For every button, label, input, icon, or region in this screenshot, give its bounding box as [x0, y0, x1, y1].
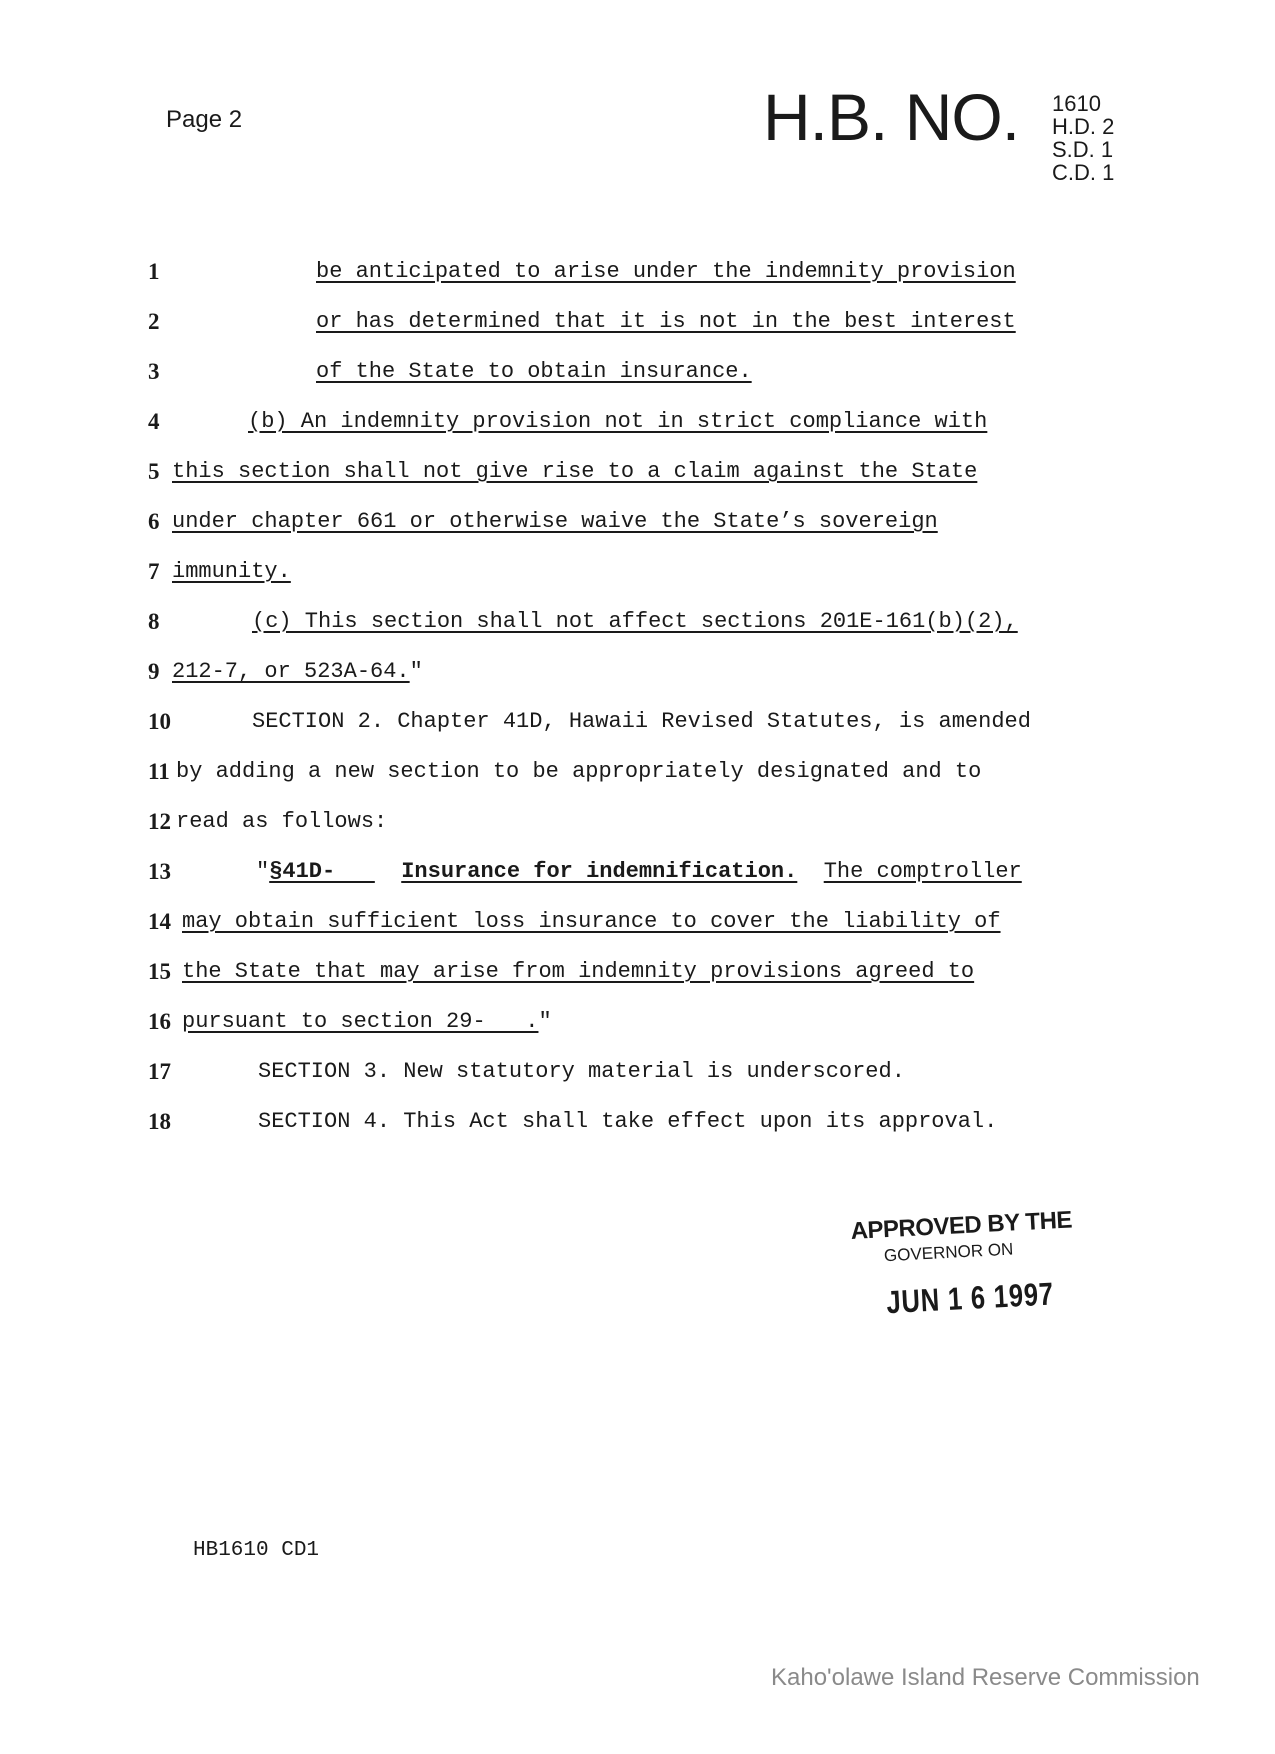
line-text: (c) This section shall not affect sections 201E-161(b)(2), [252, 609, 1018, 634]
line-number: 12 [148, 809, 171, 834]
line-number: 13 [148, 859, 171, 884]
line-text: The comptroller [823, 859, 1022, 884]
line-text: pursuant to section 29- . [182, 1009, 539, 1034]
line-text: SECTION 3. New statutory material is underscored. [258, 1059, 905, 1084]
line-number: 4 [148, 409, 160, 434]
bill-title: H.B. NO. [763, 80, 1020, 154]
section-number: §41D- [269, 859, 375, 884]
line-number: 11 [148, 759, 170, 784]
line-text: of the State to obtain insurance. [316, 359, 752, 384]
approval-stamp [850, 1205, 1097, 1322]
stamp-date: JUN 1 6 1997 [885, 1275, 1055, 1321]
line-text: 212-7, or 523A-64. [172, 659, 410, 684]
opening-quote: " [256, 859, 270, 884]
line-text: SECTION 2. Chapter 41D, Hawaii Revised Statutes, is amended [252, 709, 1031, 734]
line-number: 3 [148, 359, 160, 384]
line-number: 10 [148, 709, 171, 734]
section-heading: Insurance for indemnification. [401, 859, 798, 884]
line-text: by adding a new section to be appropriately designated and to [176, 759, 982, 784]
line-number: 15 [148, 959, 171, 984]
bill-meta [1052, 92, 1114, 184]
line-text: read as follows: [176, 809, 388, 834]
line-text: the State that may arise from indemnity provisions agreed to [182, 959, 975, 984]
stamp-line-2: GOVERNOR ON [883, 1239, 1014, 1266]
line-number: 6 [148, 509, 160, 534]
line-number: 16 [148, 1009, 171, 1034]
line-text: SECTION 4. This Act shall take effect upon its approval. [258, 1109, 998, 1134]
closing-quote: " [409, 659, 423, 684]
line-text: be anticipated to arise under the indemnity provision [316, 259, 1016, 284]
line-number: 17 [148, 1059, 171, 1084]
line-number: 14 [148, 909, 171, 934]
closing-quote: " [538, 1009, 552, 1034]
line-text: or has determined that it is not in the best interest [316, 309, 1016, 334]
bill-number: 1610 [1052, 91, 1101, 116]
footer-code: HB1610 CD1 [193, 1539, 320, 1562]
stamp-line-1: APPROVED BY THE [850, 1206, 1073, 1245]
line-text: this section shall not give rise to a claim against the State [172, 459, 978, 484]
draft-cd: C.D. 1 [1052, 160, 1115, 185]
line-number: 7 [148, 559, 160, 584]
line-number: 5 [148, 459, 160, 484]
line-number: 9 [148, 659, 160, 684]
line-text: immunity. [172, 559, 291, 584]
line-text: may obtain sufficient loss insurance to cover the liability of [182, 909, 1001, 934]
line-number: 18 [148, 1109, 171, 1134]
line-number: 2 [148, 309, 160, 334]
line-number: 1 [148, 259, 160, 284]
draft-sd: S.D. 1 [1052, 137, 1114, 162]
line-number: 8 [148, 609, 160, 634]
line-text: under chapter 661 or otherwise waive the State’s sovereign [172, 509, 938, 534]
line-text: (b) An indemnity provision not in strict compliance with [248, 409, 988, 434]
watermark: Kaho'olawe Island Reserve Commission [771, 1664, 1200, 1691]
page-label: Page 2 [166, 106, 243, 133]
draft-hd: H.D. 2 [1052, 114, 1115, 139]
